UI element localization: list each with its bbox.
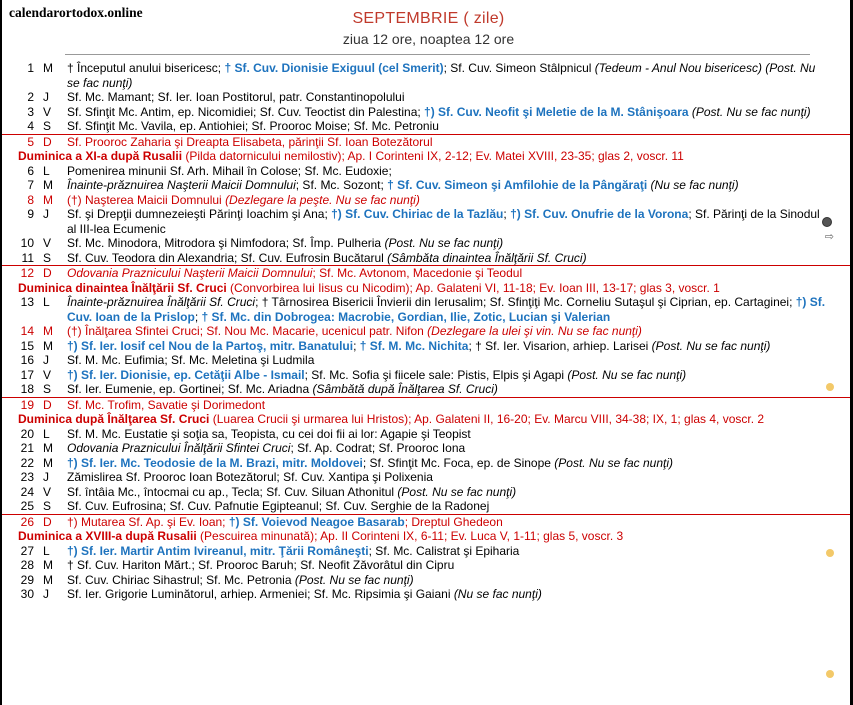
feast-note: (Post. Nu se fac nunţi) [554,455,674,470]
day-of-week: V [43,367,52,382]
feast-note: (Post. Nu se fac nunţi) [397,484,517,499]
saint-text: ; Sf. Mc. Avtonom, Macedonie şi Teodul [312,266,523,280]
saint-text: ; Sf. Ap. Codrat; Sf. Prooroc Iona [290,441,466,455]
day-of-week: V [43,236,52,250]
sunday-details: (Convorbirea lui Iisus cu Nicodim); Ap. Galateni VI, 11-18; Ev. Ioan III, 13-17; glas 3, voscr. 1 [226,280,720,295]
page-subtitle: ziua 12 ore, noaptea 12 ore [342,31,515,47]
day-of-week: J [43,587,49,601]
saint-text: Sf. Prooroc Zaharia şi Dreapta Elisabeta, părinţii Sf. Ioan Botezătorul [67,134,433,149]
feast-link[interactable]: †) Sf. Cuv. Onufrie de la Vorona [510,207,689,221]
day-number: 12 [20,266,34,280]
saint-text: Sf. Cuv. Teodora din Alexandria; Sf. Cuv. Eufrosin Bucătarul [67,250,388,265]
saint-text: Sf. Mc. Minodora, Mitrodora şi Nimfodora; Sf. Împ. Pulheria [67,236,385,250]
day-row [2,295,853,324]
day-number: 1 [27,61,34,75]
status-dot-icon[interactable] [822,217,832,227]
day-row [2,427,853,442]
day-of-week: L [43,295,50,309]
day-saints [67,236,830,251]
day-saints [67,251,830,266]
day-row [2,470,853,485]
day-of-week: S [43,499,52,513]
day-number: 20 [20,426,34,441]
saint-text: Sf. M. Mc. Eufimia; Sf. Mc. Meletina şi Ludmila [67,353,315,367]
saint-text: Pomenirea minunii Sf. Arh. Mihail în Colose; Sf. Mc. Eudoxie; [67,163,392,178]
saint-text: ; † Sf. Ier. Visarion, arhiep. Larisei [468,338,652,353]
day-saints [67,544,830,559]
saint-text: ; † Târnosirea Bisericii Învierii din Ierusalim; Sf. Sfinţiţi Mc. Corneliu Sutaşul şi Ciprian, ep. Cartaginei; [255,295,796,309]
sunday-reading [2,149,853,164]
saint-text: ; Sf. Mc. Sozont; [295,178,388,192]
day-row [2,499,853,514]
day-row [2,544,853,559]
saint-text: (†) Naşterea Maicii Domnului [67,192,226,207]
day-saints [67,558,830,573]
day-of-week: J [43,470,49,484]
saint-text: Sf. Cuv. Eufrosina; Sf. Cuv. Pafnutie Egipteanul; Sf. Cuv. Serghie de la Radonej [67,499,490,513]
day-saints [67,90,830,105]
saint-text: Sf. Mc. Trofim, Savatie şi Dorimedont [67,397,266,412]
day-row [2,558,853,573]
feast-note: (Post. Nu se fac nunţi) [294,572,414,587]
day-saints [67,470,830,485]
day-number: 25 [20,499,34,513]
day-of-week: V [43,104,52,119]
day-number: 27 [20,543,34,558]
feast-link[interactable]: †) Sf. Cuv. Neofit şi Meletie de la M. Stânişoara [424,104,689,119]
saint-text: ; Sf. Cuv. Simeon Stâlpnicul [443,61,595,75]
feast-link[interactable]: † Sf. M. Mc. Nichita [359,338,469,353]
day-saints [67,105,830,120]
day-row [2,441,853,456]
day-row [2,324,853,339]
feast-note: Odovania Praznicului Înălţării Sfintei Cruci [67,441,291,455]
share-arrow-icon[interactable]: ⇨ [824,231,834,243]
day-of-week: M [43,455,53,470]
day-row [2,514,853,530]
day-number: 5 [27,134,34,149]
day-row [2,339,853,354]
day-saints [67,135,830,150]
day-row [2,134,853,150]
day-number: 22 [20,455,34,470]
day-number: 4 [27,119,34,133]
day-of-week: M [43,558,53,572]
day-number: 18 [20,382,34,396]
day-of-week: D [43,134,52,149]
day-saints [67,353,830,368]
day-saints [67,164,830,179]
day-saints [67,207,830,236]
day-of-week: M [43,192,53,207]
day-saints [67,324,830,339]
day-of-week: D [43,397,52,412]
day-number: 26 [20,514,34,529]
day-number: 7 [27,178,34,192]
day-number: 6 [27,163,34,178]
day-number: 15 [20,338,34,353]
day-row [2,353,853,368]
day-row [2,105,853,120]
feast-note: (Nu se fac nunţi) [647,178,739,192]
moon-phase-icon [826,670,834,678]
sunday-title: Duminica după Înălţarea Sf. Cruci [18,412,210,426]
saint-text: †) Mutarea Sf. Ap. şi Ev. Ioan; [67,514,229,529]
saint-text: ; Sf. Mc. Calistrat şi Epiharia [368,543,520,558]
saint-text: ; Sf. Sfinţit Mc. Foca, ep. de Sinope [362,455,555,470]
feast-note: (Post. Nu se fac nunţi) [567,367,687,382]
day-saints [67,193,830,208]
day-saints [67,515,830,530]
day-saints [67,382,830,397]
feast-note: (Dezlegare la peşte. Nu se fac nunţi) [225,192,420,207]
day-number: 9 [27,207,34,221]
day-row [2,368,853,383]
day-of-week: S [43,119,52,133]
day-of-week: L [43,426,50,441]
day-row [2,61,853,90]
day-saints [67,119,830,134]
feast-link[interactable]: †) Sf. Cuv. Ioan de la Prislop [67,295,826,324]
saint-text: Sf. Sfinţit Mc. Vavila, ep. Antiohiei; Sf. Prooroc Moise; Sf. Mc. Petroniu [67,119,439,133]
feast-note: Înainte-prăznuirea Naşterii Maicii Domnului [67,178,296,192]
saint-text: Zămislirea Sf. Prooroc Ioan Botezătorul; Sf. Cuv. Xantipa şi Polixenia [67,470,433,484]
saint-text: Sf. Ier. Eumenie, ep. Gortinei; Sf. Mc. Ariadna [67,382,313,396]
day-row [2,119,853,134]
saint-text: Sf. Cuv. Chiriac Sihastrul; Sf. Mc. Petronia [67,572,295,587]
saint-text: ; Dreptul Ghedeon [404,514,503,529]
day-number: 2 [27,90,34,104]
day-number: 14 [20,324,34,338]
day-saints [67,295,830,324]
day-saints [67,573,830,588]
saint-text: ; Sf. Părinţi de la Sinodul al III-lea Ecumenic [67,207,820,236]
saint-text: † Sf. Cuv. Hariton Mărt.; Sf. Prooroc Baruh; Sf. Neofit Zăvorâtul din Cipru [67,558,455,572]
feast-link[interactable]: † Sf. Mc. din Dobrogea: Macrobie, Gordian, Ilie, Zotic, Lucian şi Valerian [201,309,611,324]
day-of-week: L [43,163,50,178]
day-of-week: V [43,484,52,499]
feast-link[interactable]: † Sf. Cuv. Dionisie Exiguul (cel Smerit) [224,61,444,75]
feast-note: (Post. Nu se fac nunţi) [384,236,504,250]
sunday-title: Duminica a XI-a după Rusalii [18,149,183,163]
day-saints [67,266,830,281]
feast-note: (Nu se fac nunţi) [453,587,542,601]
day-row [2,251,853,266]
sunday-reading [2,529,853,544]
day-row [2,485,853,500]
feast-link[interactable]: †) Sf. Ier. Martir Antim Ivireanul, mitr. Ţării Româneşti [67,543,369,558]
day-of-week: J [43,353,49,367]
day-saints [67,339,830,354]
day-of-week: M [43,338,53,353]
saint-text: ; [503,207,511,221]
day-of-week: S [43,382,52,396]
saint-text: Sf. întâia Mc., întocmai cu ap., Tecla; Sf. Cuv. Siluan Athonitul [67,484,398,499]
day-number: 16 [20,353,34,367]
saint-text: Sf. Sfinţit Mc. Antim, ep. Nicomidiei; Sf. Cuv. Teoctist din Palestina; [67,104,425,119]
day-number: 30 [20,587,34,601]
feast-link[interactable]: † Sf. Cuv. Simeon şi Amfilohie de la Pângăraţi [387,178,648,192]
header-divider [65,54,810,55]
day-row [2,207,853,236]
day-of-week: D [43,266,52,280]
sunday-title: Duminica a XVIII-a după Rusalii [18,529,197,543]
day-of-week: J [43,207,49,221]
day-number: 3 [27,104,34,119]
day-number: 8 [27,192,34,207]
saint-text: ; [353,338,360,353]
day-saints [67,499,830,514]
sunday-reading [2,412,853,427]
day-number: 13 [20,295,34,309]
day-of-week: M [43,572,53,587]
feast-note: (Post. Nu se fac nunţi) [651,338,771,353]
day-row [2,456,853,471]
day-row [2,90,853,105]
feast-link[interactable]: †) Sf. Ier. Iosif cel Nou de la Partoş, mitr. Banatului [67,338,354,353]
feast-note: Odovania Praznicului Naşterii Maicii Domnului [67,266,313,280]
feast-note: (Dezlegare la ulei şi vin. Nu se fac nunţi) [427,324,642,338]
day-number: 28 [20,558,34,572]
day-of-week: L [43,543,50,558]
day-row [2,587,853,602]
day-number: 24 [20,484,34,499]
saint-text: Sf. Mc. Mamant; Sf. Ier. Ioan Postitorul, patr. Constantinopolului [67,90,405,104]
sunday-details: (Pilda datornicului nemilostiv); Ap. I Corinteni IX, 2-12; Ev. Matei XVIII, 23-35; glas 2, voscr. 11 [182,149,684,163]
day-number: 19 [20,397,34,412]
day-saints [67,441,830,456]
feast-note: (Sâmbăta dinaintea Înălţării Sf. Cruci) [387,250,587,265]
sunday-details: (Luarea Crucii şi urmarea lui Hristos); Ap. Galateni II, 16-20; Ev. Marcu VIII, 34-38; IX, 1; glas 4, voscr. 2 [209,412,765,426]
feast-note: Înainte-prăznuirea Înălţării Sf. Cruci [67,295,256,309]
day-row [2,178,853,193]
day-of-week: M [43,324,53,338]
sunday-title: Duminica dinaintea Înălţării Sf. Cruci [18,280,227,295]
page-title: SEPTEMBRIE ( zile) [352,10,505,27]
saint-text: Sf. şi Drepţii dumnezeieşti Părinţi Ioachim şi Ana; [67,207,332,221]
day-row [2,193,853,208]
day-of-week: S [43,250,52,265]
day-number: 11 [21,250,34,265]
day-of-week: M [43,61,53,75]
sunday-reading [2,281,853,296]
day-saints [67,456,830,471]
day-saints [67,485,830,500]
saint-text: (†) Înălţarea Sfintei Cruci; Sf. Nou Mc. Macarie, ucenicul patr. Nifon [67,324,428,338]
feast-link[interactable]: †) Sf. Cuv. Chiriac de la Tazlău [331,207,504,221]
sunday-details: (Pescuirea minunată); Ap. II Corinteni IX, 6-11; Ev. Luca V, 1-11; glas 5, voscr. 3 [196,529,624,543]
saint-text: † Începutul anului bisericesc; [67,61,225,75]
feast-note: (Tedeum - Anul Nou bisericesc) (Post. Nu se fac nunţi) [67,61,816,90]
feast-note: (Sâmbătă după Înălţarea Sf. Cruci) [312,382,498,396]
day-row [2,236,853,251]
day-row [2,573,853,588]
day-saints [67,427,830,442]
moon-phase-icon [826,549,834,557]
day-number: 21 [20,441,34,455]
day-number: 29 [20,572,34,587]
day-of-week: J [43,90,49,104]
day-saints [67,61,830,90]
feast-link[interactable]: †) Sf. Ier. Dionisie, ep. Cetăţii Albe - Ismail [67,367,305,382]
day-number: 17 [20,367,34,382]
feast-note: (Post. Nu se fac nunţi) [688,104,811,119]
saint-text: ; Sf. Mc. Sofia şi fiicele sale: Pistis, Elpis şi Agapi [304,367,568,382]
saint-text: Sf. Ier. Grigorie Luminătorul, arhiep. Armeniei; Sf. Mc. Ripsimia şi Gaiani [67,587,454,601]
day-number: 23 [20,470,34,484]
day-saints [67,398,830,413]
day-number: 10 [20,236,34,250]
site-name[interactable]: calendarortodox.online [9,5,143,20]
day-saints [67,587,830,602]
day-row [2,265,853,281]
feast-link[interactable]: †) Sf. Ier. Mc. Teodosie de la M. Brazi, mitr. Moldovei [67,455,363,470]
day-of-week: D [43,514,52,529]
day-of-week: M [43,178,53,192]
moon-phase-icon [826,383,834,391]
saint-text: ; [194,309,202,324]
calendar-list [2,61,853,602]
day-of-week: M [43,441,53,455]
feast-link[interactable]: †) Sf. Voievod Neagoe Basarab [228,514,405,529]
day-row [2,164,853,179]
saint-text: Sf. M. Mc. Eustatie şi soţia sa, Teopista, cu cei doi fii ai lor: Agapie şi Teopist [67,426,471,441]
day-row [2,382,853,397]
day-row [2,397,853,413]
day-saints [67,368,830,383]
day-saints [67,178,830,193]
